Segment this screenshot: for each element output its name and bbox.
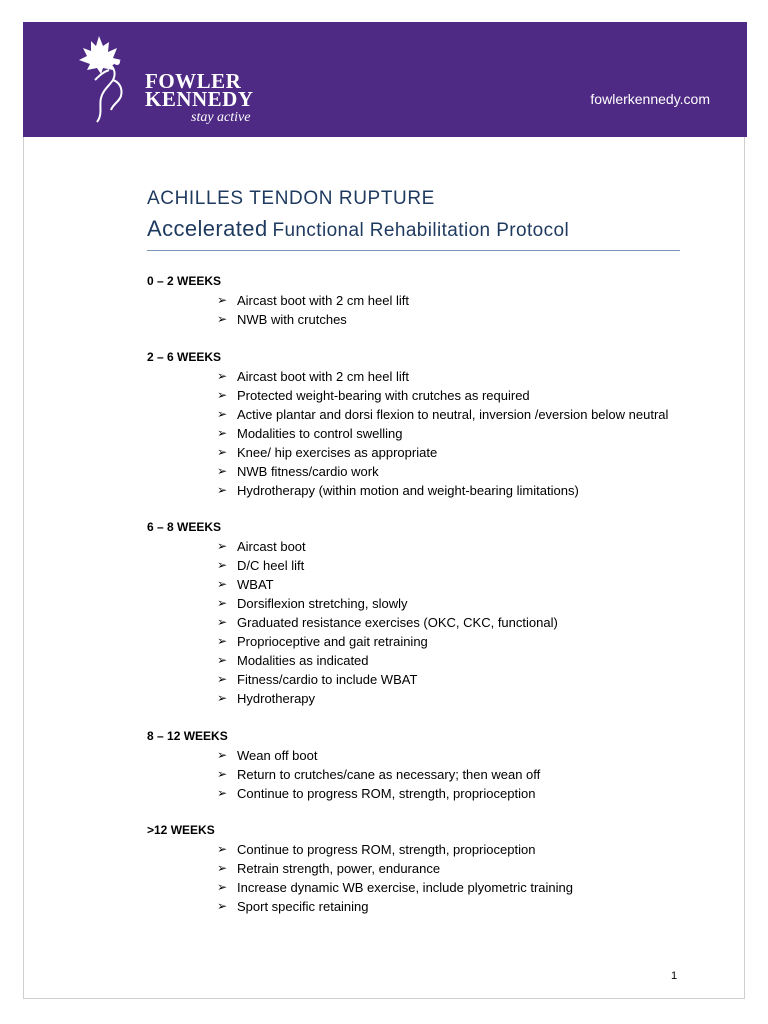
list-item-text: Hydrotherapy (within motion and weight-bearing limitations) (237, 482, 579, 498)
subtitle-rest: Functional Rehabilitation Protocol (272, 220, 570, 241)
list-item-text: Wean off boot (237, 747, 318, 763)
list-item-text: NWB with crutches (237, 312, 347, 327)
subtitle-emphasis: Accelerated (147, 216, 268, 241)
document-subtitle (147, 216, 569, 242)
list-item (147, 689, 687, 708)
list-item-text: Retrain strength, power, endurance (237, 861, 441, 876)
list-item (147, 556, 687, 575)
list-item-text: Protected weight-bearing with crutches as required (237, 387, 530, 403)
arrow-bullet-icon: ➢ (217, 861, 228, 875)
list-item (147, 878, 687, 897)
arrow-bullet-icon: ➢ (217, 766, 228, 781)
protocol-section (147, 727, 687, 803)
list-item-text: D/C heel lift (237, 558, 305, 573)
arrow-bullet-icon: ➢ (217, 387, 228, 402)
list-item-text: Modalities as indicated (237, 653, 369, 668)
arrow-bullet-icon: ➢ (217, 747, 228, 762)
list-item-text: Sport specific retaining (237, 899, 369, 914)
arrow-bullet-icon: ➢ (217, 634, 228, 648)
arrow-bullet-icon: ➢ (217, 672, 228, 686)
protocol-section (147, 821, 687, 916)
section-heading: 8 – 12 WEEKS (147, 728, 228, 743)
document-title: ACHILLES TENDON RUPTURE (147, 188, 435, 209)
arrow-bullet-icon: ➢ (217, 577, 228, 591)
list-item-text: Graduated resistance exercises (OKC, CKC, functional) (237, 615, 558, 630)
list-item (147, 632, 687, 651)
list-item (147, 746, 687, 765)
list-item-text: Aircast boot with 2 cm heel lift (237, 293, 409, 308)
list-item-text: Knee/ hip exercises as appropriate (237, 444, 438, 460)
arrow-bullet-icon: ➢ (217, 368, 228, 383)
list-item-text: Aircast boot (237, 539, 306, 554)
list-item-text: Fitness/cardio to include WBAT (237, 672, 418, 687)
list-item (147, 443, 687, 462)
list-item-text: NWB fitness/cardio work (237, 463, 379, 479)
website-link[interactable]: fowlerkennedy.com (590, 91, 710, 107)
list-item (147, 462, 687, 481)
list-item (147, 784, 687, 803)
arrow-bullet-icon: ➢ (217, 482, 228, 497)
section-heading: >12 WEEKS (147, 823, 215, 837)
page-number: 1 (671, 970, 678, 982)
arrow-bullet-icon: ➢ (217, 899, 228, 913)
list-item-text: Continue to progress ROM, strength, proprioception (237, 785, 536, 801)
protocol-section (147, 518, 687, 708)
arrow-bullet-icon: ➢ (217, 463, 228, 478)
arrow-bullet-icon: ➢ (217, 880, 228, 894)
arrow-bullet-icon: ➢ (217, 539, 228, 553)
list-item (147, 613, 687, 632)
list-item (147, 840, 687, 859)
list-item (147, 537, 687, 556)
list-item-text: Hydrotherapy (237, 691, 316, 706)
list-item (147, 367, 687, 386)
list-item (147, 897, 687, 916)
list-item (147, 670, 687, 689)
list-item (147, 310, 687, 329)
protocol-section (147, 348, 687, 500)
section-heading: 6 – 8 WEEKS (147, 520, 222, 534)
arrow-bullet-icon: ➢ (217, 444, 228, 459)
brand-tagline: stay active (191, 110, 251, 125)
arrow-bullet-icon: ➢ (217, 785, 228, 800)
list-item-text: Continue to progress ROM, strength, proprioception (237, 842, 536, 857)
header-banner (23, 22, 747, 137)
list-item-text: WBAT (237, 577, 274, 592)
list-item (147, 651, 687, 670)
arrow-bullet-icon: ➢ (217, 312, 228, 326)
arrow-bullet-icon: ➢ (217, 615, 228, 629)
list-item-text: Aircast boot with 2 cm heel lift (237, 368, 409, 384)
list-item-text: Return to crutches/cane as necessary; then wean off (237, 766, 541, 782)
arrow-bullet-icon: ➢ (217, 558, 228, 572)
list-item (147, 386, 687, 405)
list-item (147, 765, 687, 784)
arrow-bullet-icon: ➢ (217, 425, 228, 440)
list-item (147, 291, 687, 310)
section-heading: 2 – 6 WEEKS (147, 349, 222, 364)
arrow-bullet-icon: ➢ (217, 691, 228, 705)
list-item-text: Proprioceptive and gait retraining (237, 634, 428, 649)
list-item (147, 481, 687, 500)
brand-name-line2: KENNEDY (145, 87, 254, 111)
protocol-section (147, 272, 687, 329)
protocol-content (147, 272, 687, 935)
list-item (147, 594, 687, 613)
list-item (147, 405, 687, 424)
list-item-text: Modalities to control swelling (237, 425, 403, 441)
arrow-bullet-icon: ➢ (217, 293, 228, 307)
list-item (147, 575, 687, 594)
section-heading: 0 – 2 WEEKS (147, 274, 222, 288)
list-item (147, 859, 687, 878)
arrow-bullet-icon: ➢ (217, 596, 228, 610)
title-divider (147, 250, 680, 251)
fowler-kennedy-logo (73, 36, 273, 128)
arrow-bullet-icon: ➢ (217, 842, 228, 856)
maple-leaf-runner-icon (73, 36, 153, 128)
arrow-bullet-icon: ➢ (217, 406, 228, 421)
brand-name-line1: FOWLER (145, 69, 242, 93)
arrow-bullet-icon: ➢ (217, 653, 228, 667)
list-item-text: Increase dynamic WB exercise, include plyometric training (237, 880, 573, 895)
list-item-text: Dorsiflexion stretching, slowly (237, 596, 408, 611)
list-item-text: Active plantar and dorsi flexion to neutral, inversion /eversion below neutral (237, 406, 669, 422)
list-item (147, 424, 687, 443)
